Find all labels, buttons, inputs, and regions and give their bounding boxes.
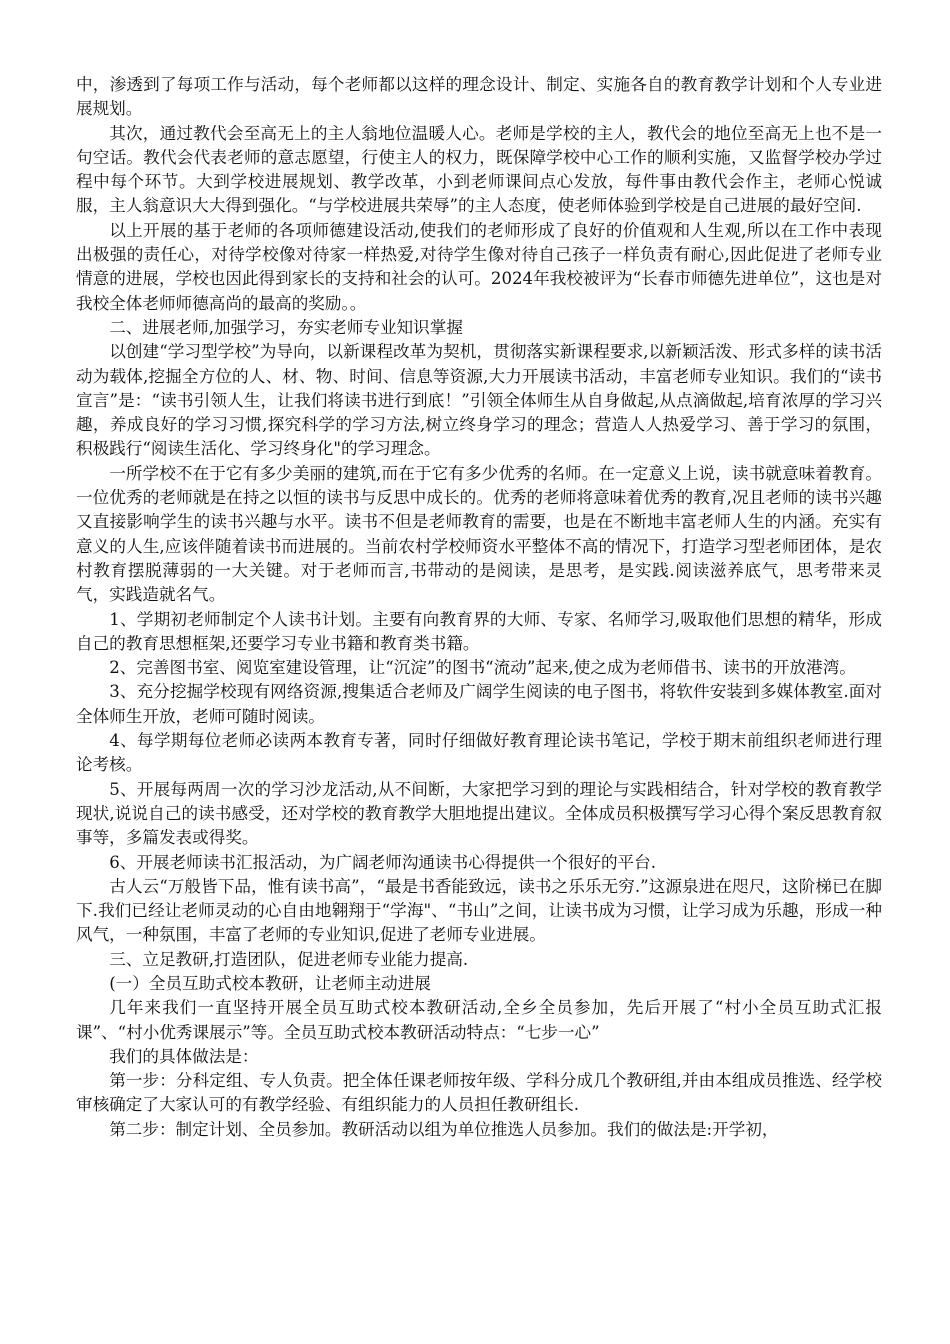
step-2: 第二步：制定计划、全员参加。教研活动以组为单位推选人员参加。我们的做法是:开学初， [109, 1119, 779, 1139]
paragraph-4: 以创建“学习型学校”为导向，以新课程改革为契机，贯彻落实新课程要求,以新颖活泼、形式多样的读书活动为载体,挖掘全方位的人、材、物、时间、信息等资源,大力开展读书活动，丰富老师专业知识。我们的“读书宣言”是：“读书引领人生，让我们将读书进行到底！”引领全体师生从自身做起,从点滴做起,培育浓厚的学习兴趣，养成良好的学习习惯,探究科学的学习方法,树立终身学习的理念；营造人人热爱学习、善于学习的氛围，积极践行“阅读生活化、学习终身化"的学习理念。 [76, 342, 882, 459]
paragraph-7: 几年来我们一直坚持开展全员互助式校本教研活动,全乡全员参加，先后开展了“村小全员互助式汇报课”、“村小优秀课展示”等。全员互助式校本教研活动特点：“七步一心” [76, 998, 882, 1042]
list-item-1: 1、学期初老师制定个人读书计划。主要有向教育界的大师、专家、名师学习,吸取他们思想的精华，形成自己的教育思想框架,还要学习专业书籍和教育类书籍。 [76, 609, 882, 653]
list-item-4: 4、每学期每位老师必读两本教育专著，同时仔细做好教育理论读书笔记，学校于期末前组织老师进行理论考核。 [76, 731, 882, 775]
paragraph-1: 中，渗透到了每项工作与活动，每个老师都以这样的理念设计、制定、实施各自的教育教学计划和个人专业进展规划。 [76, 75, 882, 119]
section-heading-3: 三、立足教研,打造团队，促进老师专业能力提高. [109, 949, 469, 969]
paragraph-6: 古人云“万般皆下品，惟有读书高”，“最是书香能致远，读书之乐乐无穷.”这源泉进在咫尺，这阶梯已在脚下.我们已经让老师灵动的心自由地翱翔于“学海"、“书山”之间，让读书成为习惯，让学习成为乐趣，形成一种风气，一种氛围，丰富了老师的专业知识,促进了老师专业进展。 [76, 876, 882, 945]
paragraph-2: 其次，通过教代会至高无上的主人翁地位温暖人心。老师是学校的主人，教代会的地位至高无上也不是一句空话。教代会代表老师的意志愿望，行使主人的权力，既保障学校中心工作的顺利实施，又监督学校办学过程中每个环节。大到学校进展规划、教学改革，小到老师课间点心发放，每件事由教代会作主，老师心悦诚服，主人翁意识大大得到强化。“与学校进展共荣辱”的主人态度，使老师体验到学校是自己进展的最好空间. [76, 123, 882, 216]
list-item-5: 5、开展每两周一次的学习沙龙活动,从不间断，大家把学习到的理论与实践相结合，针对学校的教育教学现状,说说自己的读书感受，还对学校的教育教学大胆地提出建议。全体成员积极撰写学习心得个案反思教育叙事等，多篇发表或得奖。 [76, 779, 882, 848]
list-item-3: 3、充分挖掘学校现有网络资源,搜集适合老师及广阔学生阅读的电子图书，将软件安装到多媒体教室.面对全体师生开放，老师可随时阅读。 [76, 682, 882, 726]
step-1: 第一步：分科定组、专人负责。把全体任课老师按年级、学科分成几个教研组,并由本组成员推选、经学校审核确定了大家认可的有教学经验、有组织能力的人员担任教研组长. [76, 1071, 882, 1115]
subsection-heading-3-1: (一）全员互助式校本教研，让老师主动进展 [109, 973, 431, 993]
list-item-2: 2、完善图书室、阅览室建设管理，让“沉淀”的图书“流动”起来,使之成为老师借书、读书的开放港湾。 [109, 658, 856, 678]
paragraph-3: 以上开展的基于老师的各项师德建设活动,使我们的老师形成了良好的价值观和人生观,所以在工作中表现出极强的责任心，对待学校像对待家一样热爱,对待学生像对待自己孩子一样负责有耐心,因此促进了老师专业情意的进展，学校也因此得到家长的支持和社会的认可。2024年我校被评为“长春市师德先进单位”，这也是对我校全体老师师德高尚的最高的奖励。。 [76, 220, 882, 313]
paragraph-5: 一所学校不在于它有多少美丽的建筑,而在于它有多少优秀的名师。在一定意义上说，读书就意味着教育。一位优秀的老师就是在持之以恒的读书与反思中成长的。优秀的老师将意味着优秀的教育,况且老师的读书兴趣又直接影响学生的读书兴趣与水平。读书不但是老师教育的需要，也是在不断地丰富老师人生的内涵。充实有意义的人生,应该伴随着读书而进展的。当前农村学校师资水平整体不高的情况下，打造学习型老师团体，是农村教育摆脱薄弱的一大关键。对于老师而言,书带动的是阅读，是思考，是实践.阅读滋养底气，思考带来灵气，实践造就名气。 [76, 463, 882, 605]
section-heading-2: 二、进展老师,加强学习，夯实老师专业知识掌握 [109, 317, 463, 337]
list-item-6: 6、开展老师读书汇报活动，为广阔老师沟通读书心得提供一个很好的平台. [109, 852, 657, 872]
paragraph-8: 我们的具体做法是： [109, 1046, 259, 1066]
